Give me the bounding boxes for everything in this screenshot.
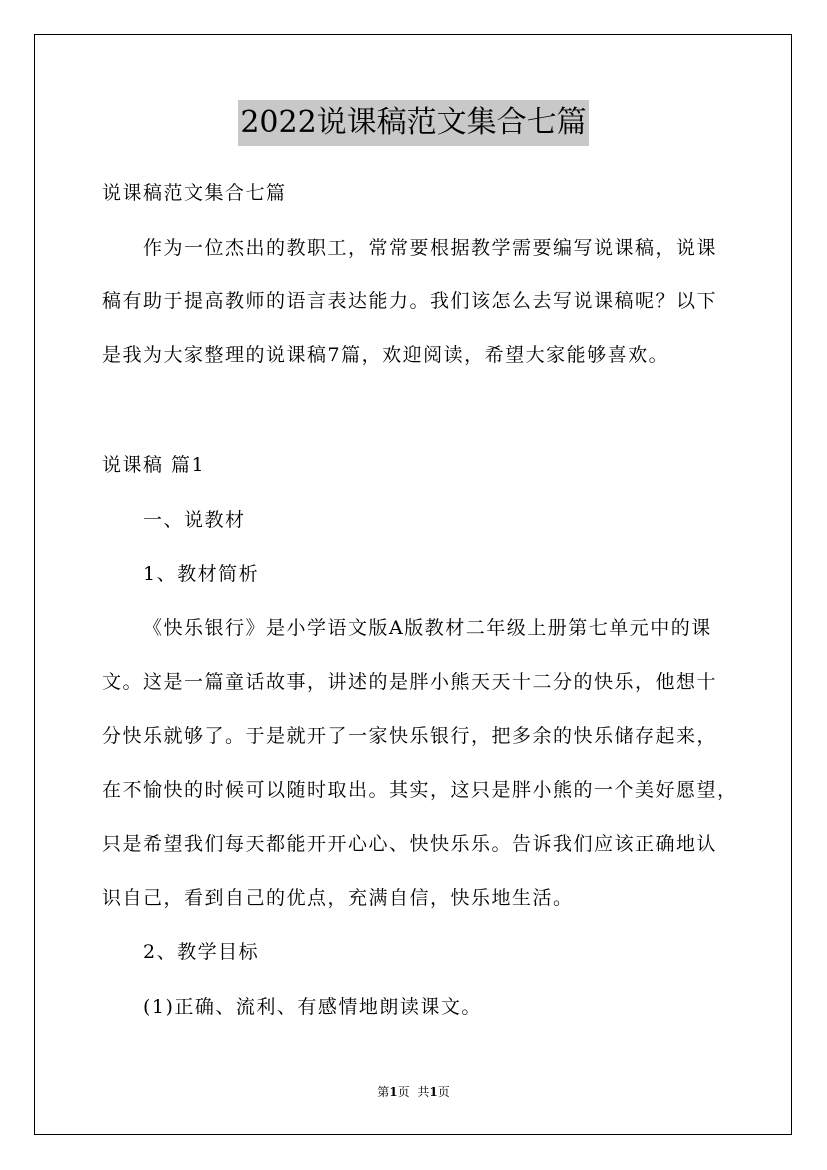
intro-line: 作为一位杰出的教职工，常常要根据教学需要编写说课稿，说课 [143, 237, 718, 259]
section-heading: 说课稿 篇1 [102, 454, 206, 476]
document-subtitle: 说课稿范文集合七篇 [102, 182, 287, 204]
body-line: 分快乐就够了。于是就开了一家快乐银行，把多余的快乐储存起来， [102, 725, 718, 747]
footer-page-number: 1 [389, 1085, 398, 1099]
body-line: 在不愉快的时候可以随时取出。其实，这只是胖小熊的一个美好愿望， [102, 779, 738, 801]
goal-item: (1)正确、流利、有感情地朗读课文。 [143, 996, 482, 1018]
footer-total-number: 1 [429, 1085, 438, 1099]
subheading-goals: 2、教学目标 [143, 941, 260, 963]
subheading-analysis: 1、教材简析 [143, 563, 260, 585]
intro-line: 稿有助于提高教师的语言表达能力。我们该怎么去写说课稿呢？以下 [102, 290, 718, 312]
body-line: 《快乐银行》是小学语文版A版教材二年级上册第七单元中的课 [143, 617, 712, 639]
page-footer [0, 1084, 827, 1100]
body-line: 文。这是一篇童话故事，讲述的是胖小熊天天十二分的快乐，他想十 [102, 671, 718, 693]
document-title: 2022说课稿范文集合七篇 [238, 100, 588, 146]
footer-page-prefix: 第 [377, 1085, 390, 1099]
subheading-textbook: 一、说教材 [143, 509, 246, 531]
title-container [0, 100, 827, 146]
intro-line: 是我为大家整理的说课稿7篇，欢迎阅读，希望大家能够喜欢。 [102, 344, 670, 366]
footer-page-suffix: 页 [397, 1085, 410, 1099]
body-line: 识自己，看到自己的优点，充满自信，快乐地生活。 [102, 887, 574, 909]
footer-total-suffix: 页 [437, 1085, 450, 1099]
footer-total-prefix: 共 [417, 1085, 430, 1099]
body-line: 只是希望我们每天都能开开心心、快快乐乐。告诉我们应该正确地认 [102, 833, 718, 855]
